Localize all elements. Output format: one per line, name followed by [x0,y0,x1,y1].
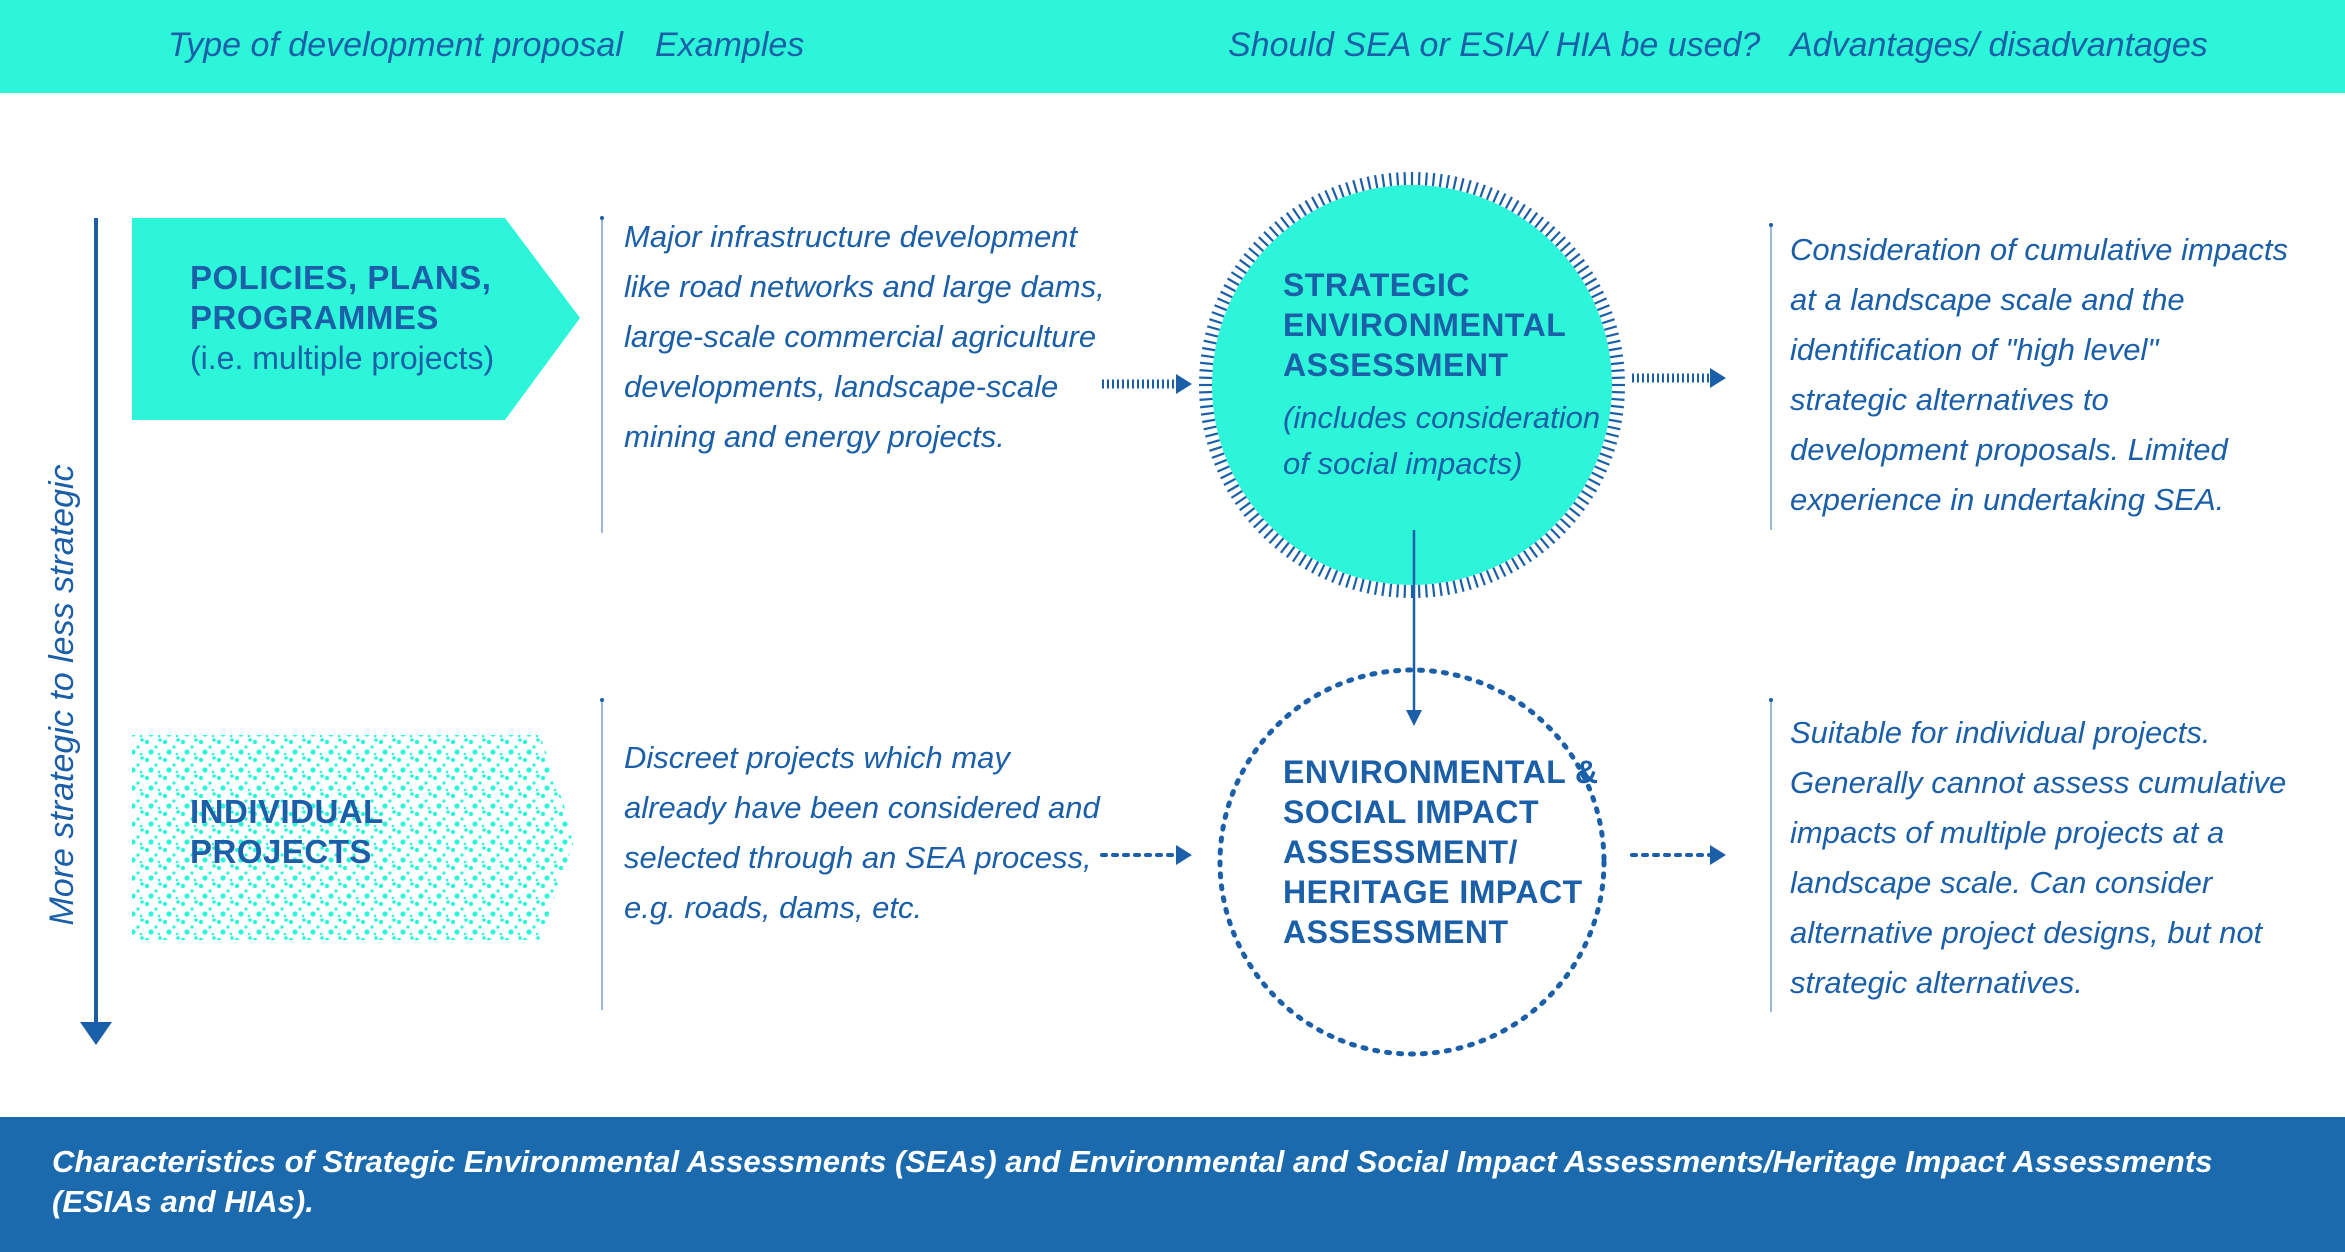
sea-circle-hatch [1524,551,1531,562]
sea-circle-hatch [1565,248,1575,256]
sea-circle-hatch [1240,260,1251,268]
sea-circle-hatch [1578,266,1589,273]
projects-title-line2: PROJECTS [190,833,372,870]
sea-circle-hatch [1610,413,1623,415]
sea-circle [1199,172,1625,598]
sea-circle-hatch [1221,473,1233,479]
advantage-line: identification of "high level" [1790,332,2159,367]
sea-circle-hatch [1209,447,1221,451]
sea-circle-hatch [1565,514,1575,522]
sea-circle-hatch [1235,266,1246,273]
policies-title-line1: POLICIES, PLANS, [190,259,492,296]
sea-circle-hatch [1382,583,1384,596]
column-header-sea-or-esia: Should SEA or ESIA/ HIA be used? [1228,26,1761,64]
advantage-line: landscape scale. Can consider [1790,865,2213,900]
sea-circle-hatch [1500,194,1506,206]
sea-circle-hatch [1264,232,1273,241]
row2-arrow-to-circle [1102,845,1192,865]
sea-circle-hatch [1217,298,1229,303]
advantages-divider-row2 [1770,700,1772,1012]
sea-circle-hatch [1480,573,1484,585]
sea-circle-hatch [1454,177,1457,190]
sea-circle-hatch [1611,363,1624,364]
sea-circle-hatch [1299,204,1306,215]
sea-circle-hatch [1585,279,1596,286]
sea-circle-hatch [1200,370,1213,371]
sea-circle-hatch [1205,433,1218,436]
sea-circle-hatch [1200,363,1213,364]
sea-circle-hatch [1360,579,1363,592]
sea-circle-hatch [1467,180,1471,192]
sea-circle-hatch [1474,575,1478,587]
sea-circle-hatch [1597,305,1609,310]
sea-circle-hatch [1332,188,1337,200]
sea-circle-hatch [1215,305,1227,310]
sea-circle-hatch [1561,242,1571,251]
row2-arrow-to-advantages [1632,845,1726,865]
caption-line: Characteristics of Strategic Environmental Assessments (SEAs) and Environmental and Social Impact Assessments/Heritage Impact Assessments [52,1144,2213,1179]
sea-circle-hatch [1561,519,1571,528]
sea-circle-hatch [1530,213,1538,224]
examples-text-row2 [624,733,1100,933]
sea-circle-hatch [1518,555,1525,566]
sea-circle-hatch [1212,453,1224,457]
advantages-text-row2 [1790,708,2286,1008]
sea-circle-hatch [1397,173,1398,186]
esia-title-line: ASSESSMENT [1283,914,1509,950]
sea-circle-hatch [1487,570,1492,582]
sea-circle-hatch [1493,568,1498,580]
example-line: selected through an SEA process, [624,840,1092,875]
sea-circle-hatch [1339,573,1343,585]
projects-title-line1: INDIVIDUAL [190,793,384,830]
sea-circle-hatch [1611,406,1624,407]
sea-circle-hatch [1221,292,1233,298]
sea-circle-hatch [1524,208,1531,219]
sea-circle-hatch [1602,319,1614,323]
sea-circle-hatch [1397,585,1398,598]
policies-subtitle: (i.e. multiple projects) [190,340,495,376]
example-line: already have been considered and [624,790,1100,825]
sea-circle-hatch [1426,173,1427,186]
sea-circle-hatch [1205,333,1218,336]
sea-circle-hatch [1546,534,1555,544]
sea-circle-hatch [1541,538,1549,548]
column-header-advantages: Advantages/ disadvantages [1790,26,2208,64]
sea-circle-hatch [1249,248,1259,256]
sea-circle-hatch [1244,254,1254,262]
sea-circle-hatch [1200,406,1213,407]
advantages-text-row1 [1790,225,2288,525]
sea-circle-hatch [1506,562,1512,573]
caption-line: (ESIAs and HIAs). [52,1184,314,1219]
sea-circle-hatch [1293,208,1300,219]
sea-circle-hatch [1293,551,1300,562]
sea-circle-hatch [1589,285,1600,291]
sea-circle-hatch [1582,272,1593,279]
advantage-line: at a landscape scale and the [1790,282,2185,317]
example-line: like road networks and large dams, [624,269,1105,304]
sea-subtitle-line: (includes consideration [1283,400,1601,435]
example-line: mining and energy projects. [624,419,1005,454]
sea-circle-hatch [1375,582,1377,595]
sea-circle-hatch [1275,222,1283,232]
sea-circle-hatch [1556,237,1565,246]
sea-circle-hatch [1215,460,1227,465]
sea-circle-hatch [1319,565,1325,577]
sea-circle-hatch [1207,440,1219,444]
sea-circle-hatch [1299,555,1306,566]
sea-circle-hatch [1447,582,1449,595]
sea-circle-hatch [1204,341,1217,344]
sea-circle-hatch [1570,508,1580,516]
example-line: developments, landscape-scale [624,369,1059,404]
sea-circle-hatch [1606,433,1619,436]
sea-circle-hatch [1202,348,1215,350]
sea-circle-hatch [1608,341,1621,344]
sea-circle-hatch [1546,227,1555,237]
sea-circle-hatch [1440,174,1442,187]
sea-circle-hatch [1228,485,1239,492]
sea-title-line: ENVIRONMENTAL [1283,307,1567,343]
sea-circle-hatch [1287,547,1295,558]
advantage-line: Consideration of cumulative impacts [1790,232,2288,267]
sea-circle-hatch [1433,584,1434,597]
advantage-line: alternative project designs, but not [1790,915,2263,950]
sea-circle-hatch [1574,503,1585,511]
sea-circle-hatch [1281,543,1289,553]
sea-circle-hatch [1269,227,1278,237]
sea-circle-hatch [1460,178,1463,191]
sea-circle-hatch [1608,427,1621,430]
sea-title-line: ASSESSMENT [1283,347,1509,383]
sea-circle-hatch [1512,201,1519,212]
sea-circle-hatch [1201,413,1214,415]
sea-circle-hatch [1353,577,1357,589]
sea-circle-hatch [1312,197,1318,208]
sea-circle-hatch [1368,177,1371,190]
esia-title-line: SOCIAL IMPACT [1283,794,1539,830]
sea-circle-hatch [1375,175,1377,188]
sea-circle-hatch [1382,174,1384,187]
sea-circle-hatch [1574,260,1585,268]
sea-circle-hatch [1570,254,1580,262]
column-header-type: Type of development proposal [168,26,623,64]
sea-circle-hatch [1602,447,1614,451]
sea-circle-hatch [1612,370,1625,371]
sea-circle-hatch [1600,312,1612,316]
sea-circle-hatch [1592,292,1604,298]
sea-circle-hatch [1259,237,1268,246]
sea-circle-hatch [1346,182,1350,194]
sea-circle-hatch [1487,188,1492,200]
sea-circle-hatch [1447,175,1449,188]
sea-circle-hatch [1269,534,1278,544]
sea-circle-hatch [1551,232,1560,241]
sea-circle-hatch [1353,180,1357,192]
advantage-line: impacts of multiple projects at a [1790,815,2225,850]
advantage-line: strategic alternatives to [1790,382,2109,417]
sea-circle-hatch [1480,185,1484,197]
sea-circle-hatch [1535,217,1543,227]
sea-circle-hatch [1556,524,1565,533]
sea-circle-hatch [1275,538,1283,548]
strategic-axis-arrow [80,218,112,1045]
sea-circle-hatch [1228,279,1239,286]
sea-circle-hatch [1212,312,1224,316]
sea-circle-hatch [1506,197,1512,208]
sea-circle-hatch [1244,508,1254,516]
examples-divider-row2 [601,700,603,1010]
sea-subtitle-line: of social impacts) [1283,446,1523,481]
sea-circle-hatch [1454,581,1457,594]
sea-circle-hatch [1500,565,1506,577]
sea-circle-hatch [1319,194,1325,206]
sea-circle-hatch [1582,491,1593,498]
sea-circle-hatch [1360,178,1363,191]
figure-caption [52,1142,2292,1222]
sea-circle-hatch [1207,326,1219,330]
sea-circle-hatch [1541,222,1549,232]
esia-title-line: ENVIRONMENTAL & [1283,754,1599,790]
sea-circle-hatch [1339,185,1343,197]
row1-arrow-to-advantages [1632,368,1726,388]
sea-circle-hatch [1612,399,1625,400]
sea-circle-hatch [1224,479,1235,485]
strategic-axis-label: More strategic to less strategic [43,464,81,926]
sea-circle-hatch [1325,190,1330,202]
sea-circle-hatch [1231,491,1242,498]
examples-divider-row1 [601,218,603,533]
sea-circle-hatch [1325,568,1330,580]
sea-subtitle [1283,395,1600,487]
sea-circle-hatch [1204,427,1217,430]
sea-circle-hatch [1433,173,1434,186]
sea-circle-hatch [1578,497,1589,504]
row1-arrow-to-circle [1102,374,1192,394]
sea-circle-hatch [1467,577,1471,589]
sea-circle-hatch [1595,298,1607,303]
esia-title [1283,752,1599,952]
sea-circle-hatch [1281,217,1289,227]
sea-circle-hatch [1518,204,1525,215]
example-line: large-scale commercial agriculture [624,319,1097,354]
sea-circle-hatch [1254,242,1264,251]
sea-circle-hatch [1535,543,1543,553]
sea-circle-hatch [1610,355,1623,357]
advantage-line: development proposals. Limited [1790,432,2228,467]
sea-circle-hatch [1202,420,1215,422]
sea-circle-hatch [1235,497,1246,504]
sea-circle-hatch [1460,579,1463,592]
esia-title-line: ASSESSMENT/ [1283,834,1518,870]
sea-circle-hatch [1440,583,1442,596]
sea-circle-hatch [1606,333,1619,336]
sea-circle-hatch [1249,514,1259,522]
sea-circle-hatch [1512,558,1519,569]
sea-circle-hatch [1368,581,1371,594]
sea-circle-hatch [1390,173,1391,186]
sea-circle-hatch [1609,348,1622,350]
sea-circle-hatch [1306,201,1313,212]
sea-circle-hatch [1224,285,1235,291]
sea-circle-hatch [1312,562,1318,573]
sea-circle-hatch [1259,524,1268,533]
sea-circle-hatch [1306,558,1313,569]
esia-title-line: HERITAGE IMPACT [1283,874,1583,910]
sea-circle-hatch [1217,466,1229,471]
sea-circle-hatch [1474,182,1478,194]
sea-circle-hatch [1254,519,1264,528]
advantage-line: Generally cannot assess cumulative [1790,765,2287,800]
example-line: e.g. roads, dams, etc. [624,890,923,925]
sea-circle-hatch [1200,399,1213,400]
sea-circle-hatch [1551,529,1560,538]
sea-circle-hatch [1530,547,1538,558]
sea-circle-hatch [1346,575,1350,587]
advantage-line: strategic alternatives. [1790,965,2083,1000]
sea-circle-hatch [1201,355,1214,357]
column-header-examples: Examples [655,26,805,64]
sea-circle-hatch [1604,326,1616,330]
sea-circle-hatch [1426,585,1427,598]
sea-circle-hatch [1231,272,1242,279]
advantage-line: Suitable for individual projects. [1790,715,2211,750]
sea-circle-hatch [1240,503,1251,511]
example-line: Major infrastructure development [624,219,1078,254]
sea-circle-hatch [1287,213,1295,224]
advantage-line: experience in undertaking SEA. [1790,482,2225,517]
advantages-divider-row1 [1770,225,1772,530]
sea-circle-hatch [1209,319,1221,323]
sea-circle-hatch [1609,420,1622,422]
examples-text-row1 [624,212,1105,462]
sea-circle-hatch [1604,440,1616,444]
example-line: Discreet projects which may [624,740,1010,775]
sea-circle-hatch [1332,570,1337,582]
sea-circle-hatch [1264,529,1273,538]
sea-circle-hatch [1493,190,1498,202]
sea-title [1283,265,1566,385]
sea-circle-hatch [1600,453,1612,457]
policies-title-line2: PROGRAMMES [190,299,439,336]
sea-title-line: STRATEGIC [1283,267,1471,303]
sea-circle-hatch [1390,584,1391,597]
